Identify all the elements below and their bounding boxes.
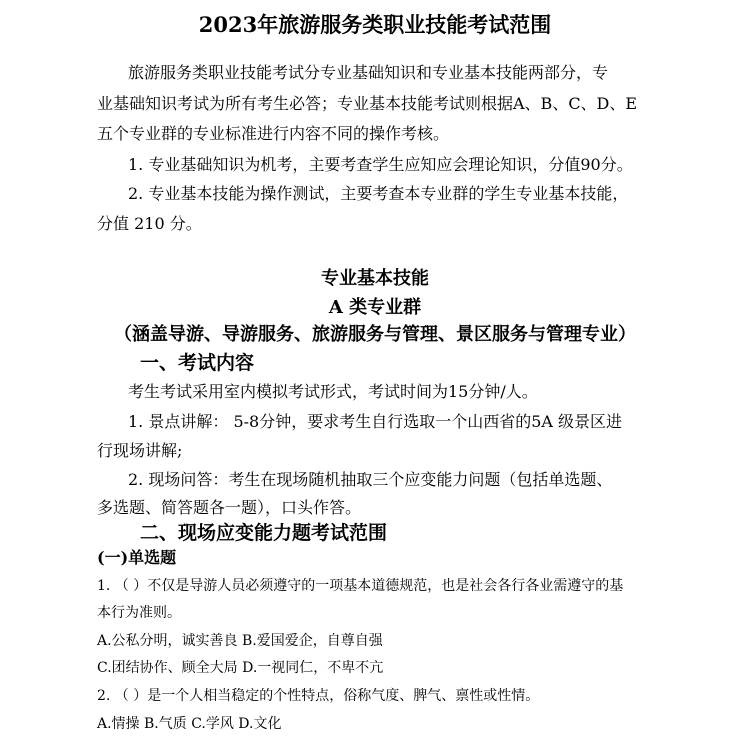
exam-content-line-1: 考生考试采用室内模拟考试形式，考试时间为15分钟/人。 [128, 382, 538, 401]
exam-item-1-line-2: 行现场讲解; [97, 441, 183, 460]
scope-heading: 二、现场应变能力题考试范围 [140, 522, 388, 544]
exam-content-heading: 一、考试内容 [140, 352, 255, 374]
group-title: A 类专业群 [328, 297, 422, 318]
question-1-line-1: 1. （ ）不仅是导游人员必须遵守的一项基本道德规范，也是社会各行各业需遵守的基 [97, 578, 624, 594]
section-title: 专业基本技能 [321, 268, 429, 289]
intro-line-2: 业基础知识考试为所有考生必答；专业基本技能考试则根据A、B、C、D、E [97, 94, 638, 113]
question-2-options: A.情操 B.气质 C.学风 D.文化 [97, 716, 282, 732]
scope-subheading: (一)单选题 [97, 548, 177, 567]
intro-item-2-line-1: 2. 专业基本技能为操作测试，主要考查本专业群的学生专业基本技能， [128, 184, 629, 203]
exam-item-2-line-2: 多选题、简答题各一题），口头作答。 [97, 498, 362, 517]
intro-line-1: 旅游服务类职业技能考试分专业基础知识和专业基本技能两部分，专 [128, 63, 609, 82]
intro-item-2-line-2: 分值 210 分。 [97, 214, 202, 233]
document-title: 2023年旅游服务类职业技能考试范围 [198, 12, 552, 37]
intro-item-1: 1. 专业基础知识为机考，主要考查学生应知应会理论知识，分值90分。 [128, 155, 633, 174]
question-1-options-ab: A.公私分明，诚实善良 B.爱国爱企，自尊自强 [97, 633, 383, 649]
question-1-line-2: 本行为准则。 [97, 605, 181, 621]
exam-item-1-line-1: 1. 景点讲解： 5-8分钟，要求考生自行选取一个山西省的5A 级景区进 [128, 412, 623, 431]
intro-line-3: 五个专业群的专业标准进行内容不同的操作考核。 [97, 124, 450, 143]
exam-item-2-line-1: 2. 现场问答：考生在现场随机抽取三个应变能力问题（包括单选题、 [128, 470, 613, 489]
question-2-line-1: 2. （ ）是一个人相当稳定的个性特点，俗称气度、脾气、禀性或性情。 [97, 688, 540, 704]
question-1-options-cd: C.团结协作、顾全大局 D.一视同仁，不卑不亢 [97, 660, 384, 676]
group-scope: （涵盖导游、导游服务、旅游服务与管理、景区服务与管理专业） [114, 324, 636, 345]
